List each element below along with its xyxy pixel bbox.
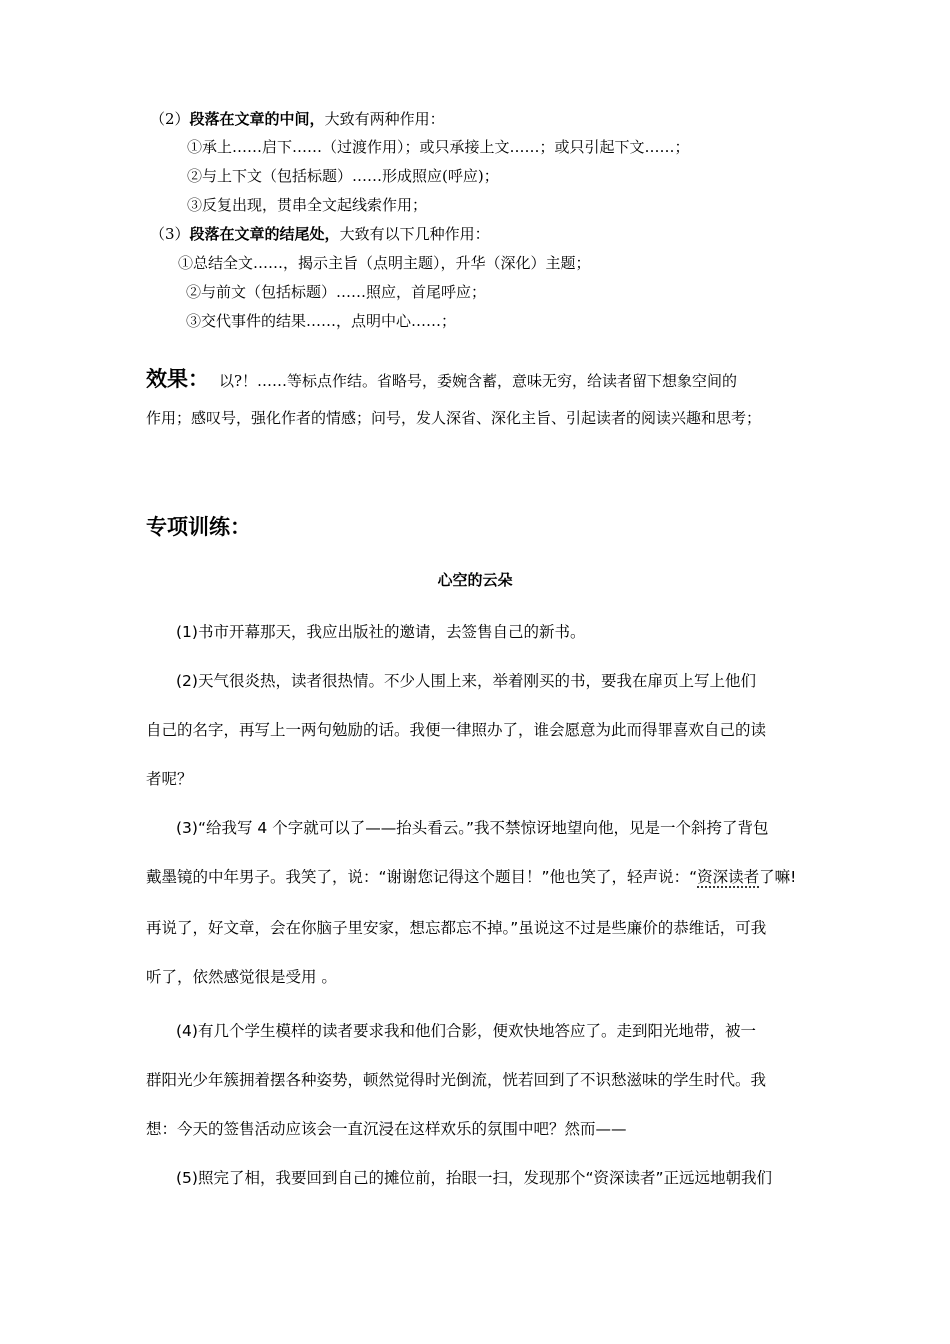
end-intro-rest: 大致有以下几种作用： [339, 225, 490, 243]
story-line-6-emphasis: 资深读者 [697, 868, 760, 886]
end-item-3: ③交代事件的结果……，点明中心……； [186, 312, 457, 330]
story-line-1: (1)书市开幕那天，我应出版社的邀请，去签售自己的新书。 [176, 623, 586, 641]
story-line-6-before: 戴墨镜的中年男子。我笑了，说：“谢谢您记得这个题目！”他也笑了，轻声说：“ [146, 868, 698, 886]
story-line-6-after: 了嘛! [759, 868, 797, 886]
effect-label: 效果： [146, 367, 209, 391]
story-line-10: 群阳光少年簇拥着摆各种姿势，顿然觉得时光倒流，恍若回到了不识愁滋味的学生时代。我 [146, 1071, 767, 1089]
story-line-9: (4)有几个学生模样的读者要求我和他们合影，便欢快地答应了。走到阳光地带，被一 [176, 1022, 756, 1040]
story-line-7: 再说了，好文章，会在你脑子里安家，想忘都忘不掉。”虽说这不过是些廉价的恭维话，可我 [146, 919, 767, 937]
story-line-11: 想：今天的签售活动应该会一直沉浸在这样欢乐的氛围中吧？然而—— [146, 1120, 627, 1138]
effect-row [146, 366, 737, 394]
end-item-1: ①总结全文……，揭示主旨（点明主题），升华（深化）主题； [178, 254, 591, 272]
training-heading: 专项训练： [146, 515, 251, 539]
end-intro-number: （3） [150, 225, 190, 243]
middle-intro-rest: 大致有两种作用： [324, 110, 445, 128]
middle-intro-number: （2） [150, 110, 190, 128]
middle-item-2: ②与上下文（包括标题）……形成照应(呼应)； [187, 167, 499, 185]
story-line-8: 听了，依然感觉很是受用 。 [146, 968, 337, 986]
middle-paragraph-intro [150, 109, 445, 129]
story-title: 心空的云朵 [437, 571, 513, 589]
end-intro-bold: 段落在文章的结尾处， [189, 225, 340, 243]
story-line-4: 者呢？ [146, 770, 193, 788]
middle-item-1: ①承上……启下……（过渡作用）；或只承接上文……；或只引起下文……； [187, 138, 690, 156]
end-paragraph-intro [150, 224, 490, 244]
story-line-3: 自己的名字，再写上一两句勉励的话。我便一律照办了，谁会愿意为此而得罪喜欢自己的读 [146, 721, 767, 739]
story-line-12: (5)照完了相，我要回到自己的摊位前，抬眼一扫，发现那个“资深读者”正远远地朝我们 [176, 1169, 773, 1187]
effect-line-2: 作用；感叹号，强化作者的情感；问号，发人深省、深化主旨、引起读者的阅读兴趣和思考； [146, 409, 762, 427]
middle-item-3: ③反复出现，贯串全文起线索作用； [187, 196, 428, 214]
story-line-2: (2)天气很炎热，读者很热情。不少人围上来，举着刚买的书，要我在扉页上写上他们 [176, 672, 756, 690]
effect-line-1: 以?！……等标点作结。省略号，委婉含蓄，意味无穷，给读者留下想象空间的 [219, 372, 738, 390]
end-item-2: ②与前文（包括标题）……照应，首尾呼应； [186, 283, 487, 301]
story-line-6 [146, 866, 796, 888]
story-line-5: (3)“给我写 4 个字就可以了——抬头看云。”我不禁惊讶地望向他，见是一个斜挎了背包 [176, 819, 769, 837]
middle-intro-bold: 段落在文章的中间， [189, 110, 325, 128]
